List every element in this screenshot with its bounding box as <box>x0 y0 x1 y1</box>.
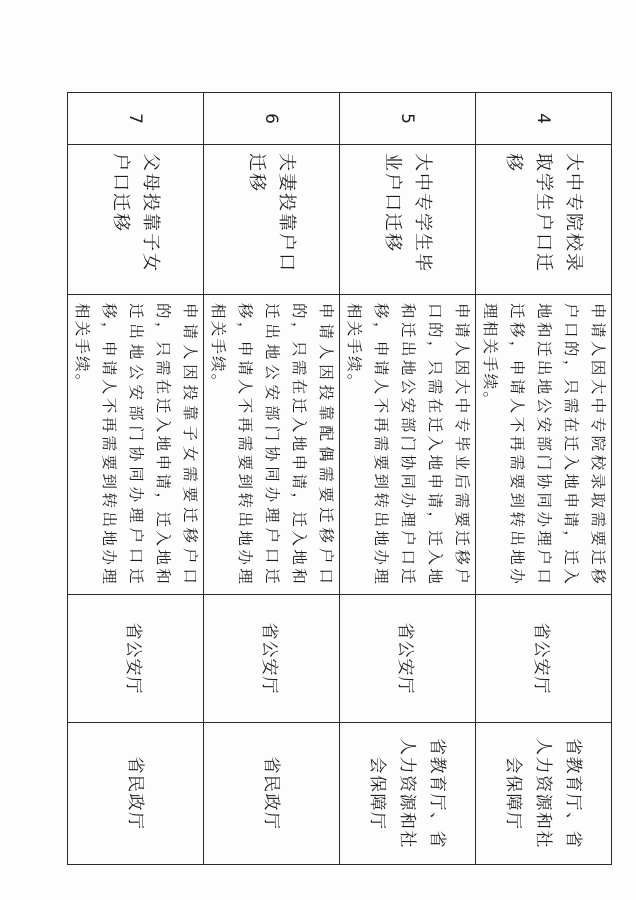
cooperating-department: 省教育厅、省人力资源和社会保障厅 <box>340 723 476 865</box>
lead-department: 省公安厅 <box>340 595 476 723</box>
cooperating-department: 省民政厅 <box>204 723 340 865</box>
item-name: 大中专学生毕业户口迁移 <box>340 145 476 295</box>
item-description: 申请人因投靠子女需要迁移户口的，只需在迁入地申请，迁入地和迁出地公安部门协同办理户口迁移，申请人不再需要到转出地办理相关手续。 <box>68 295 204 595</box>
row-number: 5 <box>340 93 476 145</box>
lead-department: 省公安厅 <box>204 595 340 723</box>
item-description: 申请人因大中专毕业后需要迁移户口的，只需在迁入地申请，迁入地和迁出地公安部门协同办理户口迁移，申请人不再需要到转出地办理相关手续。 <box>340 295 476 595</box>
table-row <box>476 93 612 865</box>
cooperating-department: 省教育厅、省人力资源和社会保障厅 <box>476 723 612 865</box>
lead-department: 省公安厅 <box>476 595 612 723</box>
row-number: 7 <box>68 93 204 145</box>
table-row <box>204 93 340 865</box>
table-row <box>68 93 204 865</box>
item-name: 夫妻投靠户口迁移 <box>204 145 340 295</box>
cooperating-department: 省民政厅 <box>68 723 204 865</box>
item-description: 申请人因投靠配偶需要迁移户口的，只需在迁入地申请，迁入地和迁出地公安部门协同办理户口迁移，申请人不再需要到转出地办理相关手续。 <box>204 295 340 595</box>
row-number: 4 <box>476 93 612 145</box>
table-row <box>340 93 476 865</box>
item-description: 申请人因大中专院校录取需要迁移户口的，只需在迁入地申请，迁入地和迁出地公安部门协同办理户口迁移，申请人不再需要到转出地办理相关手续。 <box>476 295 612 595</box>
item-name: 父母投靠子女户口迁移 <box>68 145 204 295</box>
row-number: 6 <box>204 93 340 145</box>
household-migration-table <box>67 92 612 865</box>
rotated-table-sheet <box>73 92 612 864</box>
item-name: 大中专院校录取学生户口迁移 <box>476 145 612 295</box>
lead-department: 省公安厅 <box>68 595 204 723</box>
